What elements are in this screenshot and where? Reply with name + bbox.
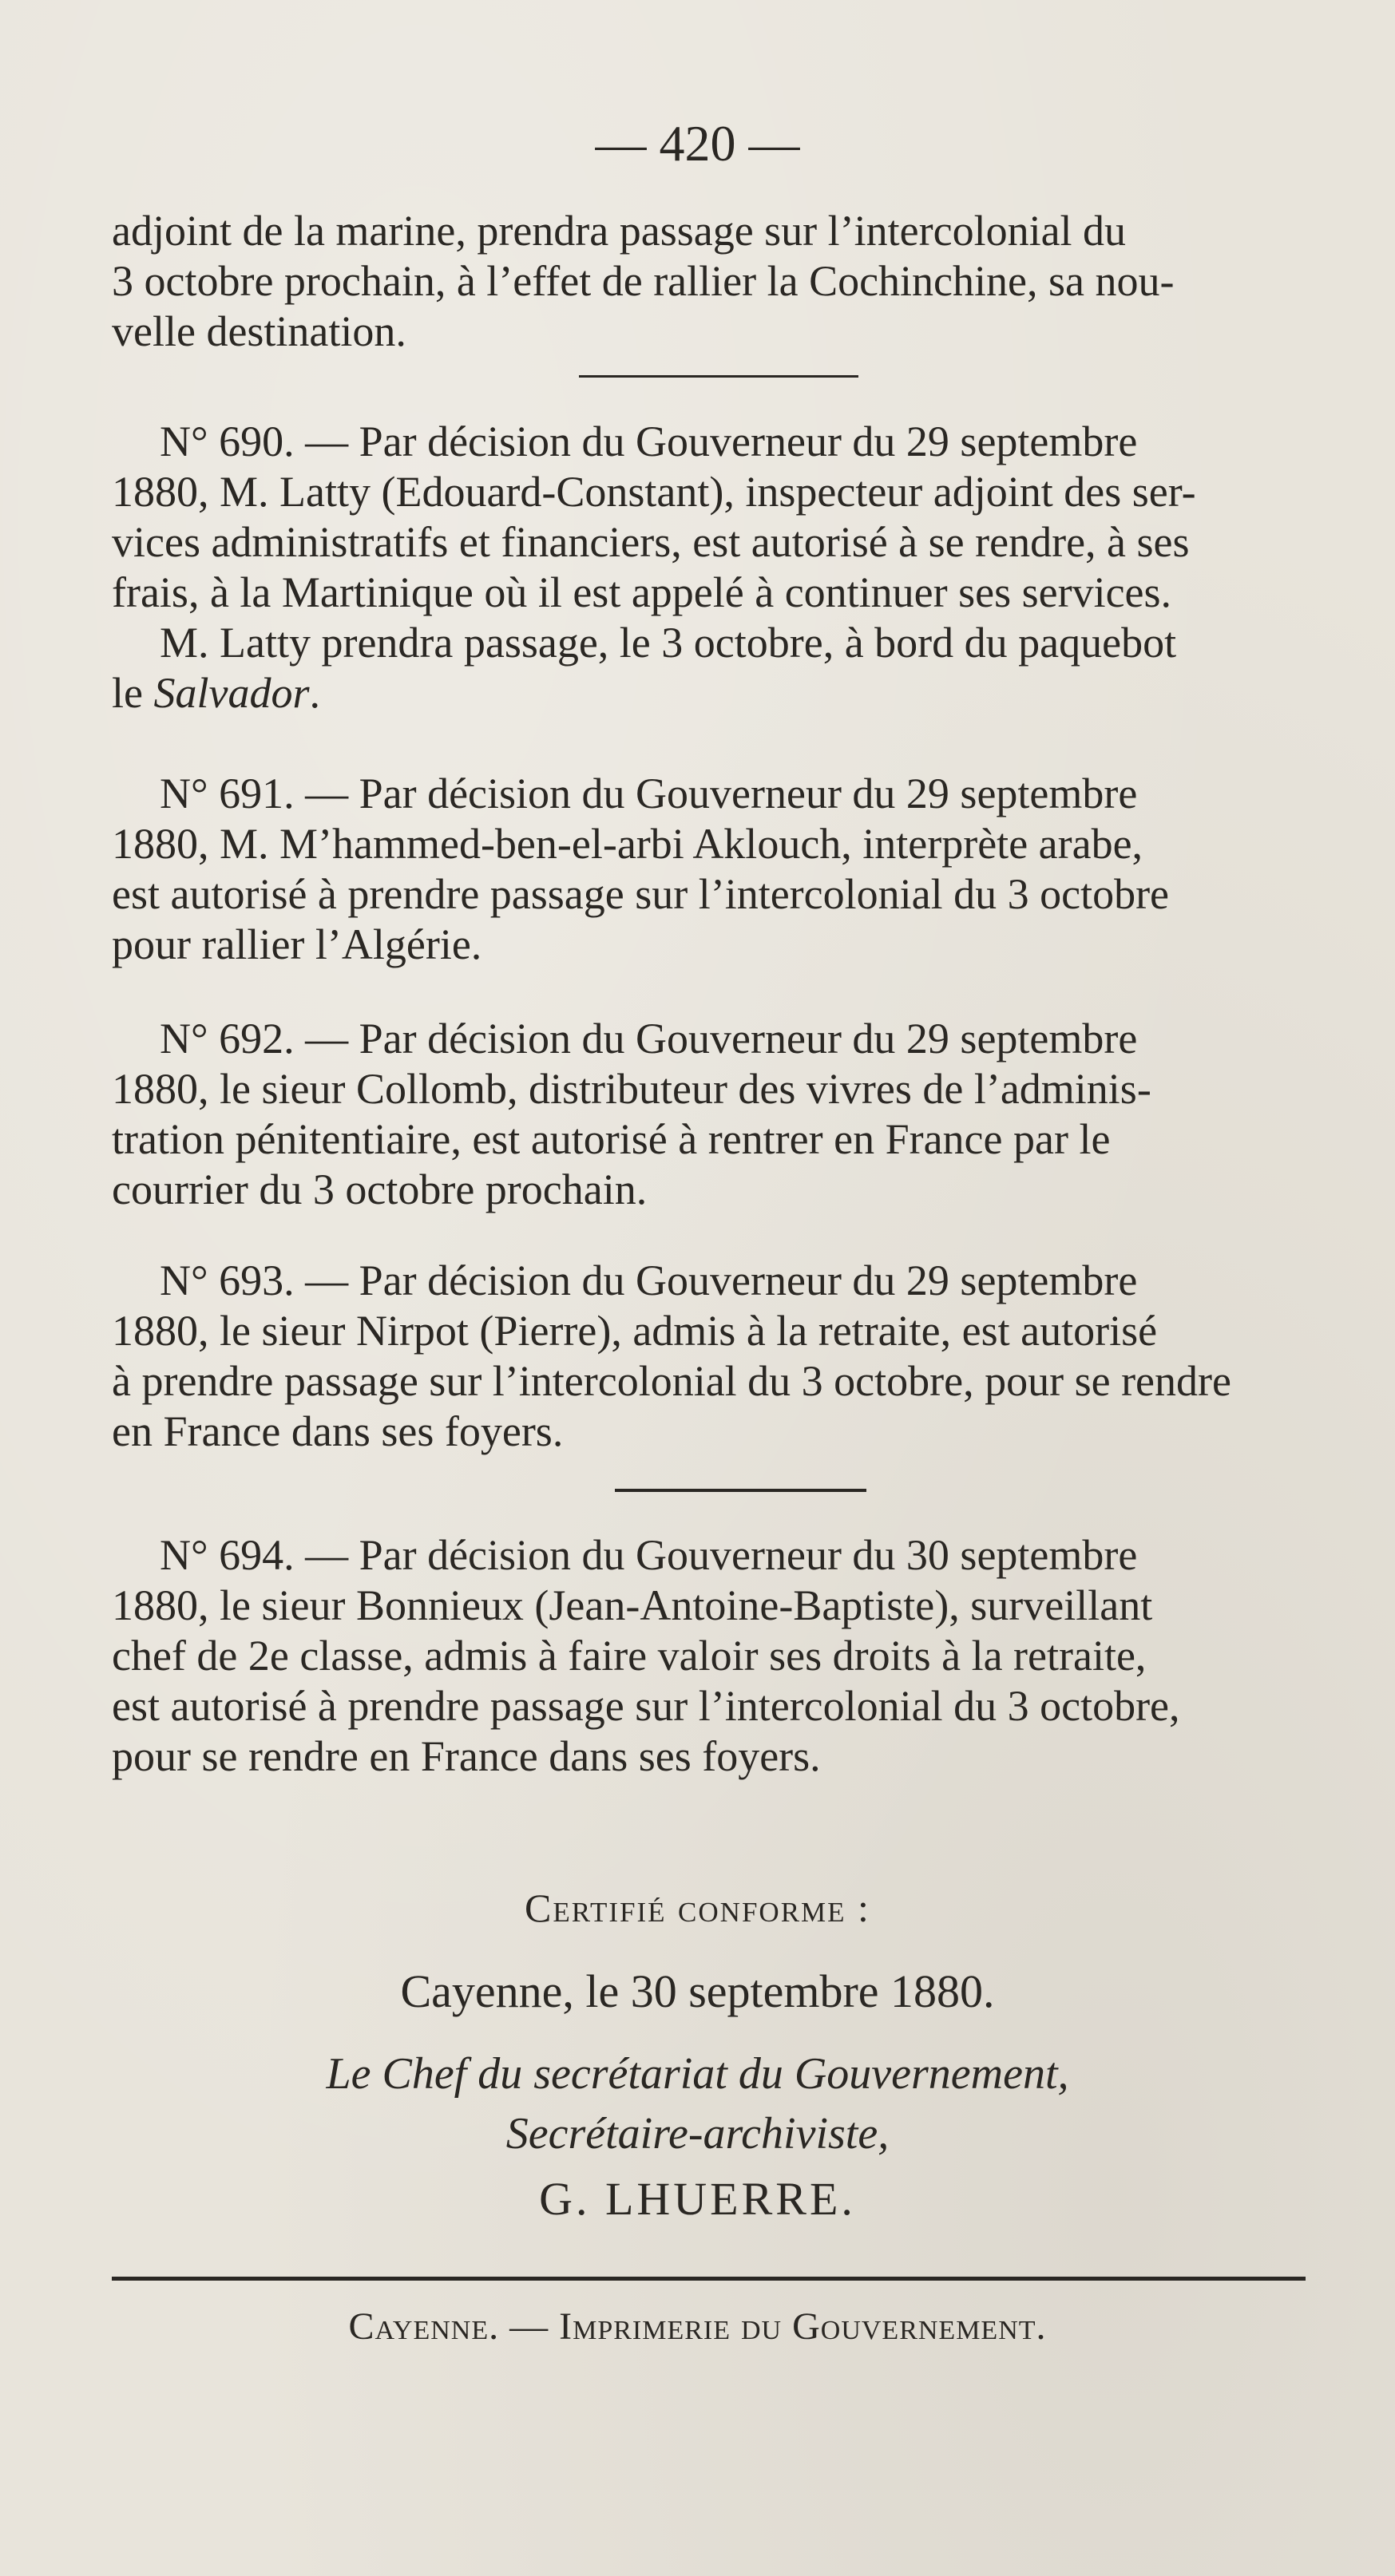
text-line: 1880, M. Latty (Edouard-Constant), inspecteur adjoint des ser- bbox=[112, 468, 1196, 516]
text-line: 1880, le sieur Nirpot (Pierre), admis à la retraite, est autorisé bbox=[112, 1307, 1158, 1355]
text-line: N° 692. — Par décision du Gouverneur du 29 septembre bbox=[160, 1015, 1138, 1062]
entry-691 bbox=[112, 769, 1330, 970]
entry-690 bbox=[112, 417, 1330, 718]
text-line: courrier du 3 octobre prochain. bbox=[112, 1165, 648, 1213]
signatory-title: Le Chef du secrétariat du Gouvernement, bbox=[326, 2049, 1069, 2099]
text-line: 1880, le sieur Collomb, distributeur des vivres de l’adminis- bbox=[112, 1065, 1151, 1113]
footer-text: Cayenne. — Imprimerie du Gouvernement. bbox=[348, 2305, 1047, 2348]
text-line: velle destination. bbox=[112, 307, 406, 355]
text-line: N° 691. — Par décision du Gouverneur du 29 septembre bbox=[160, 770, 1138, 817]
text-line: pour se rendre en France dans ses foyers. bbox=[112, 1732, 821, 1780]
text-line: est autorisé à prendre passage sur l’intercolonial du 3 octobre, bbox=[112, 1682, 1180, 1730]
entry-694 bbox=[112, 1530, 1330, 1782]
text-line: 1880, le sieur Bonnieux (Jean-Antoine-Baptiste), surveillant bbox=[112, 1581, 1153, 1629]
ship-name: Salvador bbox=[153, 669, 310, 717]
text-fragment: le bbox=[112, 669, 154, 717]
text-line: N° 694. — Par décision du Gouverneur du 30 septembre bbox=[160, 1531, 1138, 1579]
entry-692 bbox=[112, 1014, 1330, 1215]
text-line: 3 octobre prochain, à l’effet de rallier la Cochinchine, sa nou- bbox=[112, 257, 1175, 305]
text-line: M. Latty prendra passage, le 3 octobre, à bord du paquebot bbox=[160, 619, 1177, 667]
printer-footer bbox=[0, 2303, 1395, 2351]
intro-paragraph bbox=[112, 206, 1330, 357]
text-line bbox=[112, 668, 1330, 718]
text-line: chef de 2e classe, admis à faire valoir ses droits à la retraite, bbox=[112, 1632, 1147, 1680]
text-line: en France dans ses foyers. bbox=[112, 1407, 564, 1455]
signatory-subtitle: Secrétaire-archiviste, bbox=[505, 2109, 890, 2159]
text-line: N° 693. — Par décision du Gouverneur du 29 septembre bbox=[160, 1256, 1138, 1304]
text-line: adjoint de la marine, prendra passage sur l’intercolonial du bbox=[112, 207, 1127, 255]
signature-name: G. LHUERRE. bbox=[539, 2173, 856, 2225]
text-line: tration pénitentiaire, est autorisé à rentrer en France par le bbox=[112, 1115, 1111, 1163]
separator-rule bbox=[615, 1489, 866, 1492]
text-line: N° 690. — Par décision du Gouverneur du 29 septembre bbox=[160, 417, 1138, 465]
footer-rule bbox=[112, 2277, 1306, 2281]
text-line: 1880, M. M’hammed-ben-el-arbi Aklouch, interprète arabe, bbox=[112, 820, 1143, 868]
dateline: Cayenne, le 30 septembre 1880. bbox=[400, 1965, 995, 2017]
separator-rule bbox=[579, 375, 858, 378]
certifie-conforme: Certifié conforme : bbox=[525, 1886, 870, 1930]
text-fragment: . bbox=[309, 669, 320, 717]
text-line: pour rallier l’Algérie. bbox=[112, 920, 482, 968]
text-line: est autorisé à prendre passage sur l’intercolonial du 3 octobre bbox=[112, 870, 1170, 918]
text-line: à prendre passage sur l’intercolonial du 3 octobre, pour se rendre bbox=[112, 1357, 1231, 1405]
text-line: frais, à la Martinique où il est appelé à continuer ses services. bbox=[112, 568, 1172, 616]
page-number: — 420 — bbox=[595, 115, 800, 172]
entry-693 bbox=[112, 1256, 1330, 1457]
text-line: vices administratifs et financiers, est autorisé à se rendre, à ses bbox=[112, 518, 1190, 566]
